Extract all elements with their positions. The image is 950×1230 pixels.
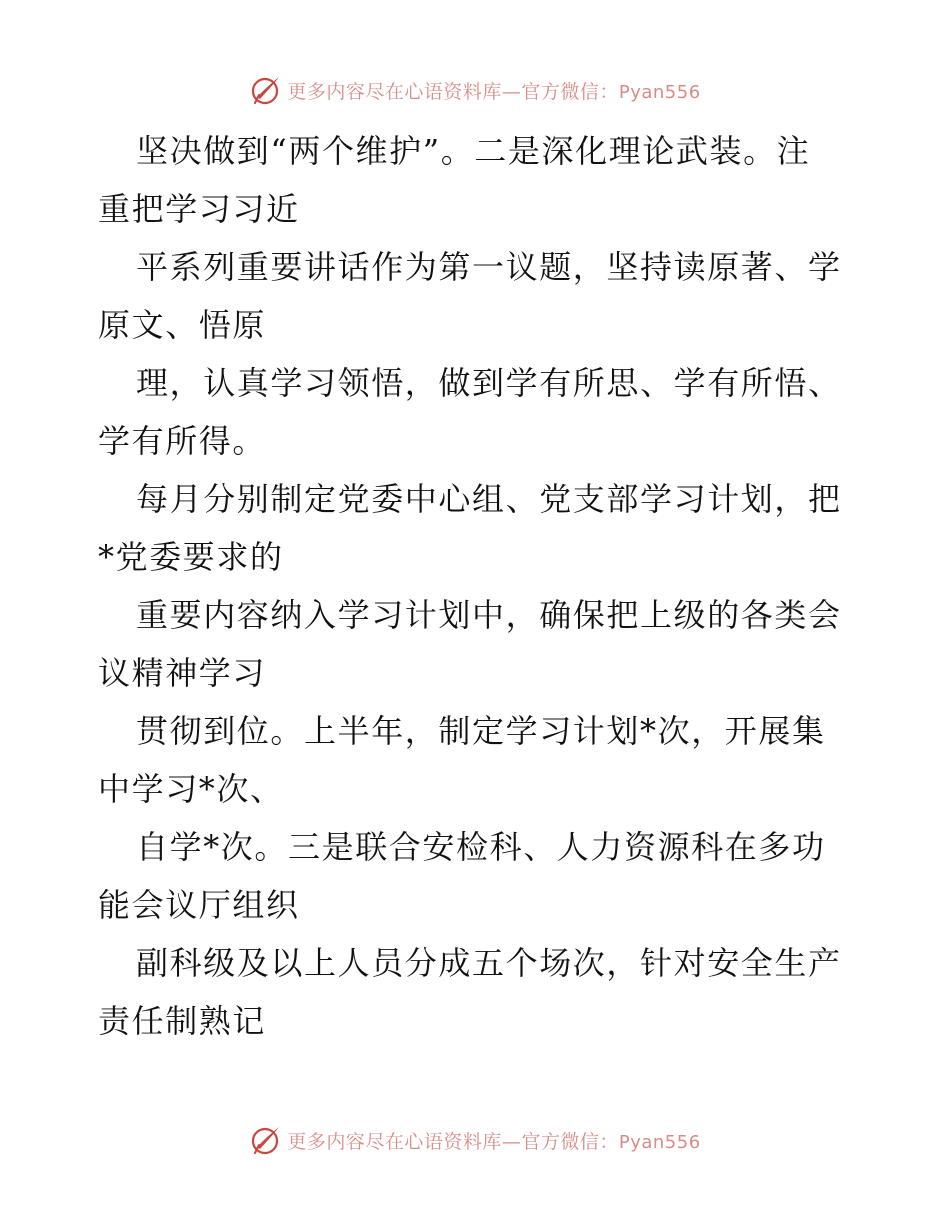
paragraph-line: 原文、悟原 xyxy=(98,306,267,344)
header-watermark-text: 更多内容尽在心语资料库—官方微信：Pyan556 xyxy=(287,80,701,103)
paragraph-line: 贯彻到位。上半年，制定学习计划*次，开展集 xyxy=(136,712,826,750)
paragraph-2 xyxy=(98,238,858,354)
paragraph-line: 每月分别制定党委中心组、党支部学习计划，把 xyxy=(136,480,842,518)
paragraph-1 xyxy=(98,122,858,238)
footer-watermark-text: 更多内容尽在心语资料库—官方微信：Pyan556 xyxy=(287,1130,701,1153)
paragraph-line: 责任制熟记 xyxy=(98,1002,267,1040)
paragraph-line: 自学*次。三是联合安检科、人力资源科在多功 xyxy=(136,828,826,866)
document-body xyxy=(98,122,858,1050)
paragraph-8 xyxy=(98,934,858,1050)
paragraph-line: 坚决做到“两个维护”。二是深化理论武装。注 xyxy=(136,132,811,170)
header-watermark-banner xyxy=(0,70,950,110)
footer-watermark-banner xyxy=(0,1120,950,1160)
paragraph-line: 能会议厅组织 xyxy=(98,886,300,924)
paragraph-6 xyxy=(98,702,858,818)
paragraph-7 xyxy=(98,818,858,934)
paragraph-3 xyxy=(98,354,858,470)
quill-logo-icon xyxy=(249,73,283,107)
paragraph-line: 中学习*次、 xyxy=(98,770,284,808)
paragraph-4 xyxy=(98,470,858,586)
paragraph-line: 理，认真学习领悟，做到学有所思、学有所悟、 xyxy=(136,364,842,402)
quill-logo-icon xyxy=(249,1123,283,1157)
paragraph-line: 重把学习习近 xyxy=(98,190,300,228)
paragraph-line: 重要内容纳入学习计划中，确保把上级的各类会 xyxy=(136,596,842,634)
paragraph-line: 议精神学习 xyxy=(98,654,267,692)
paragraph-line: 学有所得。 xyxy=(98,422,267,460)
paragraph-line: 平系列重要讲话作为第一议题，坚持读原著、学 xyxy=(136,248,842,286)
paragraph-5 xyxy=(98,586,858,702)
paragraph-line: *党委要求的 xyxy=(98,538,284,576)
paragraph-line: 副科级及以上人员分成五个场次，针对安全生产 xyxy=(136,944,842,982)
